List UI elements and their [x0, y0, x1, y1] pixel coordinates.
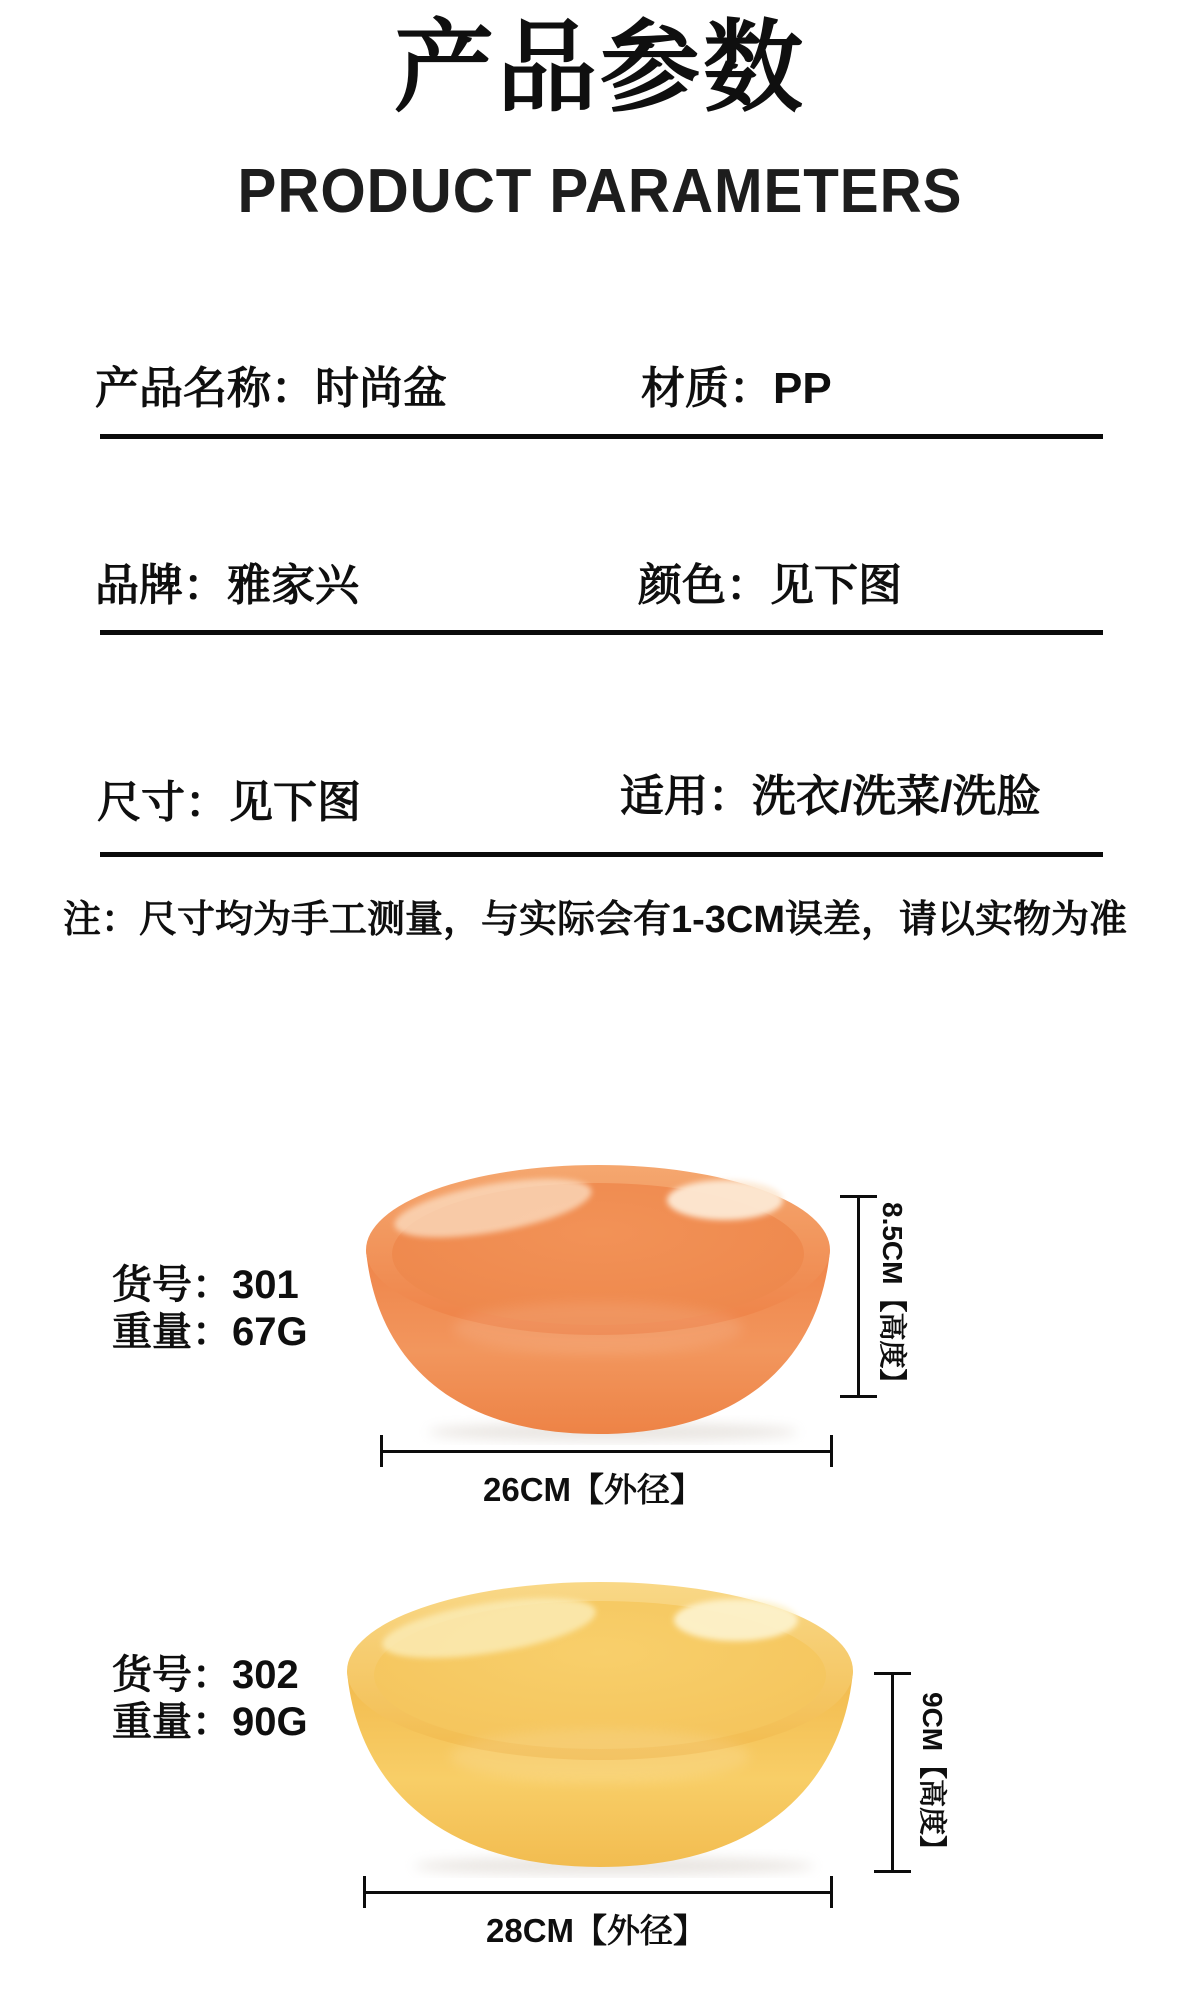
height-dimension-line	[857, 1195, 860, 1398]
height-dimension-label: 9CM【高度】	[917, 1692, 948, 1864]
spec-label: 适用：	[620, 772, 752, 821]
spec-cell-usage	[620, 760, 1040, 824]
height-dimension-line	[891, 1672, 894, 1873]
sku-value: 301	[232, 1263, 299, 1307]
height-dimension-label: 8.5CM【高度】	[877, 1202, 908, 1397]
weight-line	[112, 1309, 308, 1356]
page-subtitle: PRODUCT PARAMETERS	[237, 157, 963, 226]
spec-cell-brand	[95, 549, 359, 613]
spec-label: 品牌：	[95, 561, 227, 610]
spec-cell-product-name	[95, 352, 447, 416]
sku-weight-block	[112, 1652, 308, 1746]
weight-line	[112, 1699, 308, 1746]
diameter-dimension-line	[380, 1450, 833, 1453]
spec-label: 尺寸：	[97, 778, 229, 827]
spec-cell-color	[638, 549, 902, 613]
spec-value: PP	[773, 364, 832, 413]
yellow-basin-image	[344, 1576, 856, 1878]
orange-basin-image	[363, 1160, 833, 1445]
spec-label: 材质：	[641, 364, 773, 413]
spec-label: 颜色：	[638, 561, 770, 610]
sku-line	[112, 1652, 308, 1699]
sku-line	[112, 1262, 308, 1309]
spec-value: 洗衣/洗菜/洗脸	[752, 772, 1041, 821]
sku-weight-block	[112, 1262, 308, 1356]
spec-cell-size	[97, 766, 361, 830]
weight-value: 67G	[232, 1310, 308, 1355]
weight-label: 重量：	[112, 1700, 232, 1745]
diameter-dimension-label: 28CM【外径】	[485, 1912, 707, 1949]
measurement-note: 注：尺寸均为手工测量，与实际会有1-3CM误差，请以实物为准	[63, 899, 1128, 941]
spec-value: 雅家兴	[227, 561, 359, 610]
divider-line	[100, 434, 1103, 439]
sku-label: 货号：	[112, 1263, 232, 1307]
weight-value: 90G	[232, 1700, 308, 1745]
spec-cell-material	[641, 352, 832, 416]
diameter-dimension-line	[363, 1891, 833, 1894]
diameter-dimension-label: 26CM【外径】	[482, 1471, 704, 1508]
sku-label: 货号：	[112, 1653, 232, 1697]
sku-value: 302	[232, 1653, 299, 1697]
weight-label: 重量：	[112, 1310, 232, 1355]
divider-line	[100, 630, 1103, 635]
spec-value: 见下图	[229, 778, 361, 827]
spec-label: 产品名称：	[95, 364, 315, 413]
page-title: 产品参数	[394, 12, 806, 124]
spec-value: 时尚盆	[315, 364, 447, 413]
spec-value: 见下图	[770, 561, 902, 610]
divider-line	[100, 852, 1103, 857]
